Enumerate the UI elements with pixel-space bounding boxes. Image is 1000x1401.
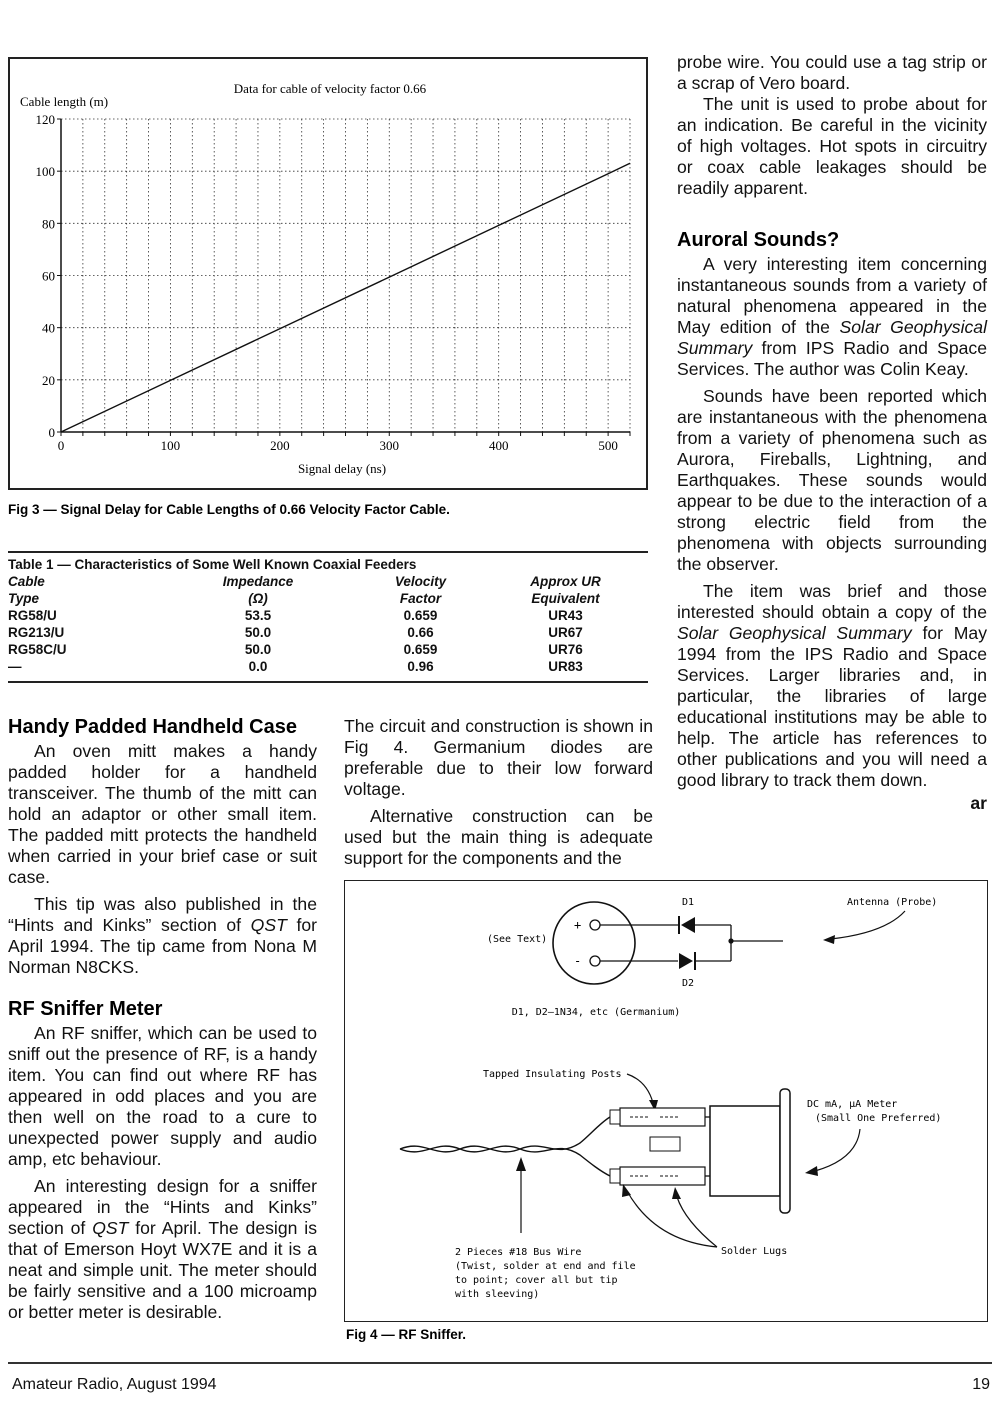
y-tick-label: 20 (42, 372, 55, 388)
table1-header-row2 (8, 590, 648, 607)
table-row (8, 658, 648, 675)
table1-header: Approx UR (530, 574, 601, 589)
y-tick-label: 60 (42, 268, 55, 284)
wire-label-1: 2 Pieces #18 Bus Wire (455, 1247, 582, 1258)
diode-d1 (681, 917, 695, 933)
qst-ref: QST (92, 1218, 129, 1238)
heading-auroral-sounds: Auroral Sounds? (677, 229, 840, 251)
meter-label-2: (Small One Preferred) (815, 1113, 942, 1124)
auroral-paragraph-3 (677, 581, 987, 791)
heading-rf-sniffer: RF Sniffer Meter (8, 998, 163, 1020)
fig3-caption: Fig 3 — Signal Delay for Cable Lengths of 0.66 Velocity Factor Cable. (8, 502, 450, 517)
heading-handy-case: Handy Padded Handheld Case (8, 716, 297, 738)
meter-arrow (815, 1129, 860, 1171)
table1 (8, 556, 648, 675)
twisted-wire-b (400, 1146, 610, 1176)
plus-label: + (574, 918, 582, 932)
see-text-label: (See Text) (487, 934, 548, 945)
lug (610, 1110, 620, 1124)
arrow-head (672, 1187, 681, 1199)
left-column (8, 716, 317, 1329)
publication-title: Solar Geophysical Summary (677, 623, 912, 643)
table-row (8, 624, 648, 641)
y-tick-label: 100 (35, 164, 55, 180)
table-cell: 53.5 (244, 608, 272, 623)
footer-rule (8, 1362, 992, 1364)
table-cell: 0.66 (407, 625, 434, 640)
table-cell: 0.659 (403, 642, 438, 657)
handy-paragraph-2 (8, 894, 317, 978)
sniffer-p2-text: An interesting design for a sniffer appeared in the “Hints and Kinks” section of (8, 1176, 317, 1238)
wire-label-3: to point; cover all but tip (455, 1275, 618, 1286)
table1-header: Impedance (222, 574, 294, 589)
table1-header: Velocity (394, 574, 447, 589)
diode-spec-label: D1, D2—1N34, etc (Germanium) (511, 1007, 681, 1018)
meter-body (710, 1106, 780, 1196)
handy-p2-text: This tip was also published in the “Hints and Kinks” section of (8, 894, 317, 935)
x-tick-label: 400 (488, 438, 509, 453)
table1-header: Cable (8, 574, 45, 589)
middle-paragraph-1: The circuit and construction is shown in Fig 4. Germanium diodes are preferable due to their low forward voltage. (344, 716, 653, 799)
end-mark: ar (970, 793, 987, 813)
table-cell: 50.0 (244, 625, 272, 640)
antenna-label: Antenna (Probe) (847, 897, 938, 908)
x-axis-label: Signal delay (ns) (297, 461, 387, 476)
middle-column (344, 716, 653, 875)
handy-p2-text-end: for April 1994. The tip came from Nona M Norman N8CKS. (8, 915, 317, 977)
auroral-paragraph-2: Sounds have been reported which are instantaneous with the phenomena from a variety of phenomena such as Aurora, Fireballs, Lightning, and Earthquakes. These sounds would appear to be due to the interaction of a strong electric field from the phenomena with objects surrounding the observer. (677, 386, 987, 574)
y-tick-label: 40 (42, 320, 55, 336)
table1-header: Equivalent (531, 591, 600, 606)
chart-title: Data for cable of velocity factor 0.66 (233, 81, 427, 96)
x-tick-label: 100 (160, 438, 181, 453)
d2-label: D2 (682, 978, 695, 989)
wire-label-4: with sleeving) (455, 1289, 540, 1300)
lugs-label: Solder Lugs (721, 1246, 788, 1257)
lug (610, 1169, 620, 1183)
fig4-caption: Fig 4 — RF Sniffer. (346, 1327, 467, 1342)
sniffer-p2-text-end: for April. The design is that of Emerson Hoyt WX7E and it is a neat and simple unit. The meter should be fairly sensitive and a 100 microamp or better meter is desirable. (8, 1218, 317, 1322)
chart-grid (61, 119, 630, 432)
y-tick-label: 0 (48, 425, 55, 440)
meter-symbol (553, 902, 635, 984)
sniffer-paragraph-1: An RF sniffer, which can be used to sniff out the presence of RF, is a handy item. You can find out where RF has appeared in odd places and you are then well on the road to a cure to unexpected power supply and audio amp, etc behaviour. (8, 1023, 317, 1169)
posts-label: Tapped Insulating Posts (483, 1069, 622, 1080)
x-tick-label: 500 (598, 438, 618, 453)
arrow-head (805, 1166, 818, 1176)
table-cell: RG213/U (8, 625, 65, 640)
table-cell: UR76 (548, 642, 583, 657)
fig3-chart (8, 57, 648, 490)
meter-stud (650, 1137, 680, 1151)
d1-label: D1 (682, 897, 695, 908)
handy-paragraph-1: An oven mitt makes a handy padded holder for a handheld transceiver. The thumb of the mitt can hold an adaptor or other small item. The padded mitt protects the handheld when carried in your brief case or suit case. (8, 741, 317, 887)
auroral-p1-text-end: from IPS Radio and Space Services. The author was Colin Keay. (677, 338, 987, 379)
antenna-arrow (831, 911, 905, 939)
table-cell: RG58C/U (8, 642, 67, 657)
page-number: 19 (972, 1376, 990, 1393)
x-tick-label: 200 (270, 438, 290, 453)
middle-paragraph-2: Alternative construction can be used but the main thing is adequate support for the components and the (344, 806, 653, 868)
auroral-paragraph-1 (677, 254, 987, 380)
right-paragraph-0: probe wire. You could use a tag strip or a scrap of Vero board. (677, 52, 987, 93)
table-cell: UR67 (548, 625, 583, 640)
signal-delay-chart (10, 59, 646, 488)
table-cell: 0.659 (403, 608, 438, 623)
x-tick-label: 0 (57, 438, 65, 453)
table-cell: 50.0 (244, 642, 272, 657)
posts-arrow (627, 1074, 653, 1103)
rf-sniffer-schematic (345, 881, 986, 1320)
table-cell: 0.0 (248, 659, 268, 674)
table1-header-row1 (8, 573, 648, 590)
table-cell: 0.96 (407, 659, 434, 674)
table1-top-rule (8, 551, 648, 553)
table1-header: (Ω) (248, 591, 268, 606)
table-cell: UR43 (548, 608, 583, 623)
table-cell: — (8, 659, 22, 674)
table1-grid (8, 573, 648, 675)
lugs-arrow (627, 1191, 717, 1247)
meter-face (780, 1089, 790, 1213)
auroral-p3-text: The item was brief and those interested should obtain a copy of the (677, 581, 987, 622)
auroral-p3-text-end: for May 1994 from the IPS Radio and Space Services. Larger libraries and, in particular, the libraries of large educational institutions may be able to help. The article has references to other publications and you will need a good library to track them down. (677, 623, 988, 790)
y-axis-label: Cable length (m) (20, 94, 109, 109)
table-cell: RG58/U (8, 608, 57, 623)
qst-ref: QST (250, 915, 287, 935)
y-tick-label: 120 (35, 112, 55, 127)
auroral-p1-text: A very interesting item concerning instantaneous sounds from a variety of natural phenomena appeared in the May edition of the (677, 254, 987, 337)
table-cell: UR83 (548, 659, 583, 674)
arrow-head (622, 1184, 631, 1197)
wire-label-2: (Twist, solder at end and file (455, 1261, 636, 1272)
right-paragraph-1: The unit is used to probe about for an indication. Be careful in the vicinity of high voltages. Hot spots in circuitry or coax cable leakages should be readily apparent. (677, 94, 987, 198)
arrow-head (823, 935, 835, 944)
table1-bottom-rule (8, 681, 648, 683)
terminal-minus (590, 956, 600, 966)
footer-publication: Amateur Radio, August 1994 (12, 1376, 217, 1393)
minus-label: - (574, 954, 582, 968)
diode-d2 (679, 953, 693, 969)
table1-header: Factor (399, 591, 442, 606)
arrow-head (516, 1157, 526, 1171)
table-row (8, 641, 648, 658)
terminal-plus (590, 920, 600, 930)
table1-title: Table 1 — Characteristics of Some Well Known Coaxial Feeders (8, 557, 417, 572)
meter-label-1: DC mA, μA Meter (807, 1099, 898, 1110)
table1-header: Type (8, 591, 40, 606)
y-tick-label: 80 (42, 216, 55, 232)
publication-title: Solar Geophysical Summary (677, 317, 987, 358)
table-row (8, 607, 648, 624)
x-tick-label: 300 (379, 438, 400, 453)
right-column (677, 52, 987, 814)
fig4-rf-sniffer-diagram (344, 880, 988, 1322)
sniffer-paragraph-2 (8, 1176, 317, 1323)
